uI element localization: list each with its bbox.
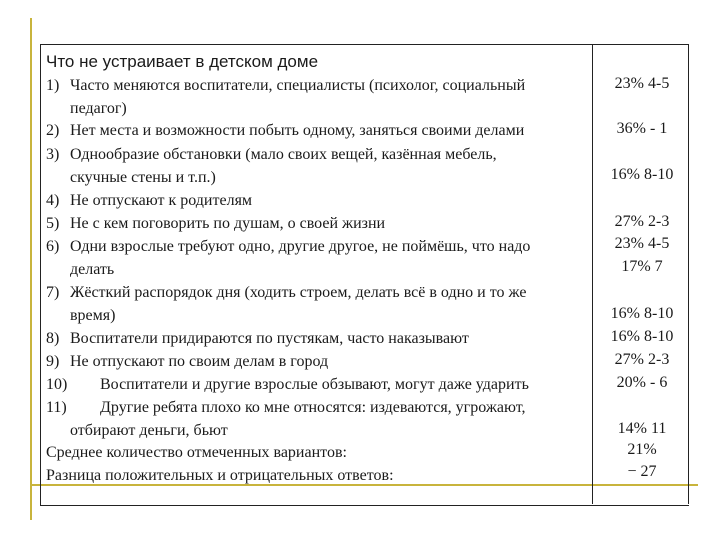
- item-text-line: Воспитатели и другие взрослые обзывают, могут даже ударить: [100, 376, 529, 393]
- item-text-line: Нет места и возможности побыть одному, заняться своими делами: [70, 122, 525, 139]
- item-value: 27% 2-3: [614, 213, 670, 230]
- item-value: 17% 7: [621, 258, 663, 275]
- summary-value: − 27: [627, 463, 657, 480]
- item-number: 7): [46, 284, 60, 301]
- item-value: 36% - 1: [616, 120, 668, 137]
- column-divider: [592, 44, 593, 504]
- item-number: 6): [46, 238, 60, 255]
- page-title: Что не устраивает в детском доме: [46, 52, 319, 71]
- item-number: 5): [46, 215, 60, 232]
- item-text-line: Не с кем поговорить по душам, о своей жизни: [70, 215, 386, 232]
- item-text-line: Однообразие обстановки (мало своих вещей, казённая мебель,: [70, 146, 497, 163]
- decorative-vertical-rule: [30, 18, 32, 520]
- item-text-line: Другие ребята плохо ко мне относятся: издеваются, угрожают,: [100, 399, 526, 416]
- item-text-line: Не отпускают по своим делам в город: [70, 353, 329, 370]
- item-number: 9): [46, 353, 60, 370]
- item-value: 14% 11: [617, 420, 667, 437]
- item-text-line: время): [70, 307, 116, 324]
- item-text-line: Одни взрослые требуют одно, другие другое, не поймёшь, что надо: [70, 238, 531, 255]
- item-text-line: Воспитатели придираются по пустякам, часто наказывают: [70, 330, 469, 347]
- summary-label: Разница положительных и отрицательных ответов:: [46, 467, 394, 484]
- item-number: 8): [46, 330, 60, 347]
- item-text-line: скучные стены и т.п.): [70, 169, 216, 186]
- table-right-border: [688, 44, 689, 504]
- summary-value: 21%: [627, 441, 657, 458]
- item-text-line: делать: [70, 261, 115, 278]
- item-text-line: педагог): [70, 100, 127, 117]
- item-value: 16% 8-10: [610, 166, 674, 183]
- item-number: 11): [46, 399, 67, 416]
- item-number: 10): [46, 376, 68, 393]
- item-number: 1): [46, 77, 60, 94]
- item-text-line: Часто меняются воспитатели, специалисты (психолог, социальный: [70, 77, 526, 94]
- item-number: 4): [46, 192, 60, 209]
- item-text-line: Не отпускают к родителям: [70, 192, 253, 209]
- item-value: 23% 4-5: [614, 235, 670, 252]
- item-value: 27% 2-3: [614, 351, 670, 368]
- item-value: 23% 4-5: [614, 75, 670, 92]
- item-number: 2): [46, 122, 60, 139]
- item-text-line: отбирают деньги, бьют: [70, 422, 228, 439]
- item-number: 3): [46, 146, 60, 163]
- item-value: 20% - 6: [616, 374, 668, 391]
- item-value: 16% 8-10: [610, 328, 674, 345]
- summary-label: Среднее количество отмеченных вариантов:: [46, 444, 347, 461]
- item-value: 16% 8-10: [610, 305, 674, 322]
- item-text-line: Жёсткий распорядок дня (ходить строем, делать всё в одно и то же: [70, 284, 527, 301]
